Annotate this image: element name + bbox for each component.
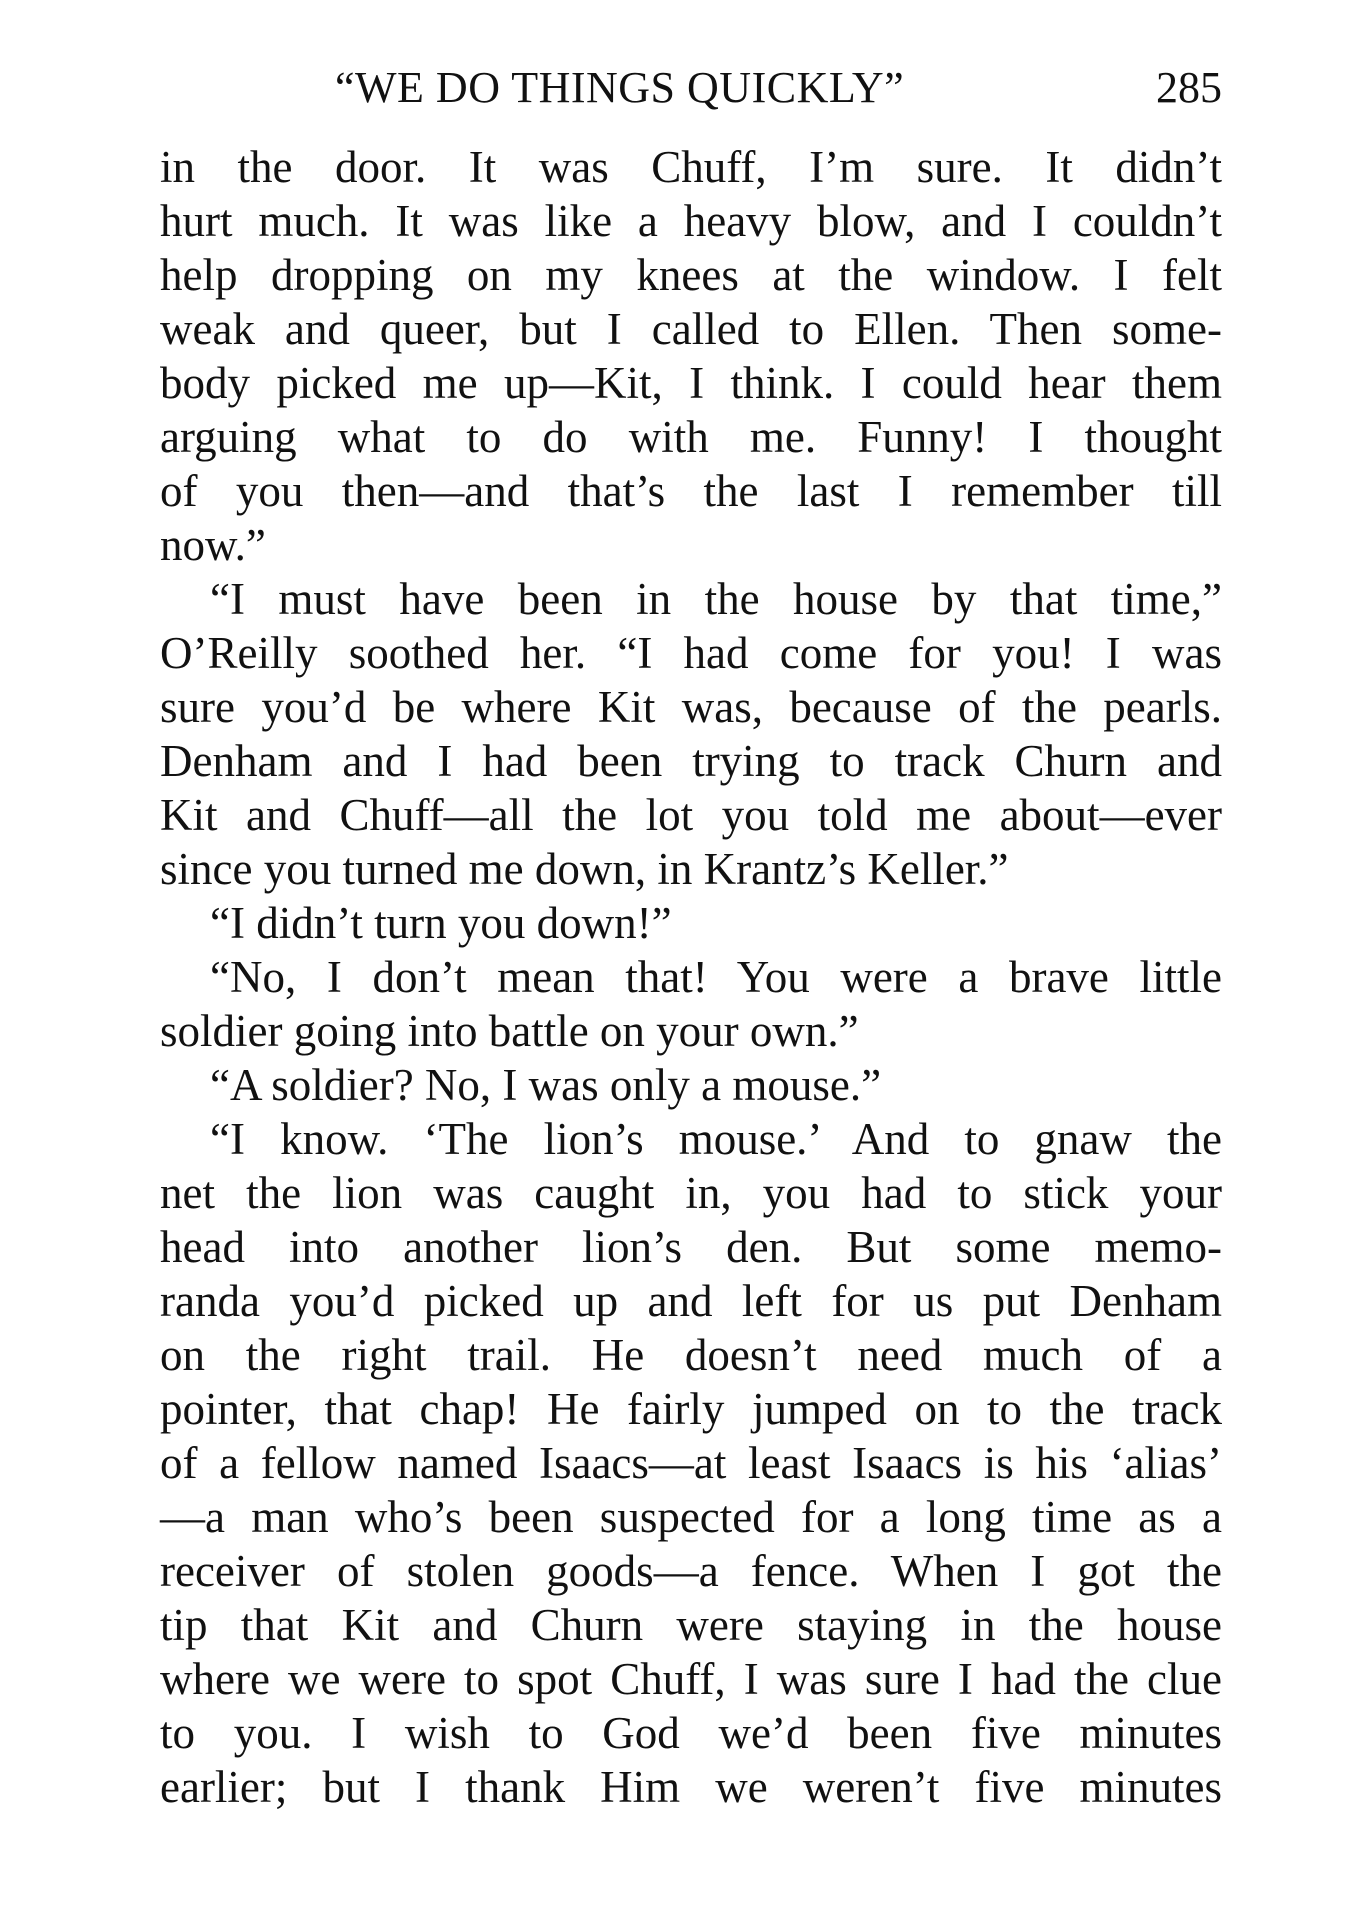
- page-number: 285: [1156, 63, 1222, 112]
- text-line: —a man who’s been suspected for a long time as a: [160, 1492, 1222, 1542]
- running-title: “WE DO THINGS QUICKLY”: [335, 63, 905, 112]
- text-line: receiver of stolen goods—a fence. When I got the: [160, 1546, 1222, 1596]
- text-line: sure you’d be where Kit was, because of the pearls.: [160, 682, 1222, 732]
- text-line: “I must have been in the house by that time,”: [210, 574, 1222, 624]
- text-line: on the right trail. He doesn’t need much of a: [160, 1330, 1222, 1380]
- text-line: in the door. It was Chuff, I’m sure. It didn’t: [160, 142, 1222, 192]
- text-line: head into another lion’s den. But some memo-: [160, 1222, 1222, 1272]
- text-line: earlier; but I thank Him we weren’t five minutes: [160, 1762, 1222, 1812]
- text-line: “I know. ‘The lion’s mouse.’ And to gnaw the: [210, 1114, 1222, 1164]
- text-line: randa you’d picked up and left for us put Denham: [160, 1276, 1222, 1326]
- text-line: Kit and Chuff—all the lot you told me about—ever: [160, 790, 1222, 840]
- text-line: “No, I don’t mean that! You were a brave little: [210, 952, 1222, 1002]
- text-line: soldier going into battle on your own.”: [160, 1006, 859, 1056]
- text-line: to you. I wish to God we’d been five minutes: [160, 1708, 1222, 1758]
- running-head: [160, 62, 1222, 122]
- text-line: where we were to spot Chuff, I was sure I had the clue: [160, 1654, 1222, 1704]
- text-line: O’Reilly soothed her. “I had come for you! I was: [160, 628, 1222, 678]
- text-line: net the lion was caught in, you had to stick your: [160, 1168, 1222, 1218]
- text-line: help dropping on my knees at the window. I felt: [160, 250, 1222, 300]
- text-line: “A soldier? No, I was only a mouse.”: [210, 1060, 882, 1110]
- text-line: of a fellow named Isaacs—at least Isaacs is his ‘alias’: [160, 1438, 1222, 1488]
- text-line: now.”: [160, 520, 266, 570]
- text-line: Denham and I had been trying to track Churn and: [160, 736, 1222, 786]
- text-line: “I didn’t turn you down!”: [210, 898, 672, 948]
- text-line: since you turned me down, in Krantz’s Keller.”: [160, 844, 1009, 894]
- text-line: arguing what to do with me. Funny! I thought: [160, 412, 1222, 462]
- text-line: hurt much. It was like a heavy blow, and I couldn’t: [160, 196, 1222, 246]
- text-line: tip that Kit and Churn were staying in the house: [160, 1600, 1222, 1650]
- text-line: body picked me up—Kit, I think. I could hear them: [160, 358, 1222, 408]
- text-line: of you then—and that’s the last I remember till: [160, 466, 1222, 516]
- body-text: [160, 140, 1222, 1814]
- text-line: pointer, that chap! He fairly jumped on to the track: [160, 1384, 1222, 1434]
- text-line: weak and queer, but I called to Ellen. Then some-: [160, 304, 1222, 354]
